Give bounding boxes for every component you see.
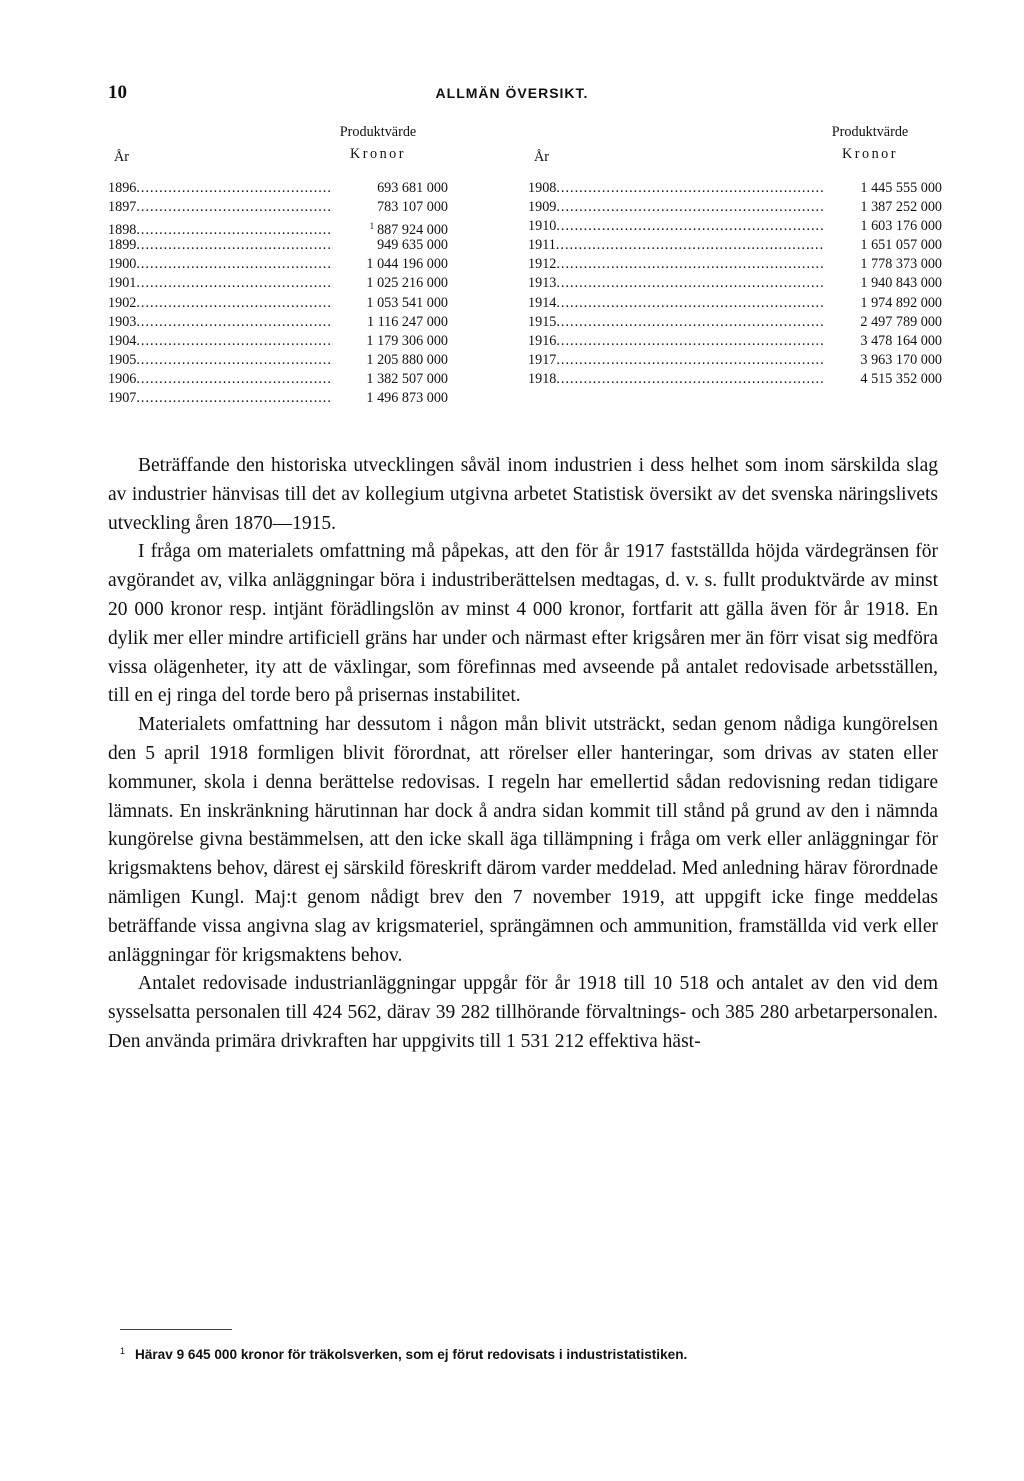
value-cell: [828, 179, 942, 198]
dot-leader: [556, 179, 825, 198]
table-row: [528, 313, 942, 332]
table-row: [528, 370, 942, 389]
year-cell: 1912: [528, 256, 557, 273]
page-number: 10: [108, 82, 127, 103]
table-row: [108, 198, 448, 217]
value-text: 1 940 843 000: [860, 275, 942, 292]
value-text: 693 681 000: [377, 180, 448, 196]
year-cell: 1899: [108, 237, 137, 254]
value-text: 1 025 216 000: [366, 275, 448, 292]
table-header: [528, 124, 942, 164]
dot-leader: [556, 370, 825, 389]
table-row: [528, 217, 942, 236]
dot-leader: [136, 179, 333, 198]
value-cell: [336, 198, 448, 217]
dot-leader: [136, 274, 333, 293]
year-cell: 1908: [528, 180, 557, 196]
column-header-kronor: Kronor: [350, 146, 406, 162]
value-cell: [336, 332, 448, 351]
dot-leader: [136, 351, 333, 370]
footnote-reference: 1: [369, 221, 375, 232]
year-cell: 1914: [528, 294, 557, 311]
table-row: [108, 294, 448, 313]
dot-leader: [136, 389, 333, 408]
value-text: 1 382 507 000: [366, 370, 448, 387]
value-cell: [828, 236, 942, 255]
table-body: [108, 179, 448, 408]
table-row: [108, 274, 448, 293]
table-row: [528, 332, 942, 351]
value-cell: [336, 236, 448, 255]
year-cell: 1907: [108, 390, 137, 407]
paragraph: Antalet redovisade industrianläggningar uppgår för år 1918 till 10 518 och antalet av den vid dem sysselsatta personalen till 424 562, därav 39 282 tillhörande förvaltnings- och 385 280 arbetarpersonalen. Den använda primära drivkraften har uppgivits till 1 531 212 effektiva häst-: [108, 973, 938, 1052]
table-row: [108, 255, 448, 274]
footnote: [120, 1346, 950, 1362]
column-header-year: År: [534, 149, 549, 165]
dot-leader: [556, 351, 825, 370]
table-row: [528, 255, 942, 274]
dot-leader: [136, 370, 333, 389]
table-row: [108, 370, 448, 389]
table-header: [108, 124, 448, 164]
page-header: [108, 82, 916, 106]
table-row: [108, 217, 448, 239]
dot-leader: [136, 198, 333, 217]
value-cell: [336, 313, 448, 332]
year-cell: 1897: [108, 199, 137, 216]
table-row: [528, 351, 942, 370]
table-row: [108, 332, 448, 351]
value-cell: [336, 294, 448, 313]
year-cell: 1903: [108, 313, 137, 330]
running-title: ALLMÄN ÖVERSIKT.: [435, 85, 589, 101]
year-cell: 1898: [108, 222, 137, 239]
value-text: 949 635 000: [377, 237, 448, 254]
value-text: 1 053 541 000: [366, 294, 448, 311]
footnote-rule: [120, 1329, 232, 1330]
dot-leader: [556, 255, 825, 274]
dot-leader: [136, 255, 333, 274]
year-cell: 1911: [528, 237, 556, 254]
value-text: 1 116 247 000: [366, 313, 448, 330]
production-value-table-right: [528, 124, 942, 389]
column-header-kronor: Kronor: [842, 146, 898, 162]
value-text: 2 497 789 000: [860, 313, 942, 330]
year-cell: 1900: [108, 256, 137, 273]
year-cell: 1901: [108, 275, 137, 292]
value-cell: [828, 332, 942, 351]
value-text: 1 179 306 000: [366, 332, 448, 349]
table-row: [108, 389, 448, 408]
value-cell: [336, 179, 448, 198]
value-text: 1 205 880 000: [366, 351, 448, 368]
footnote-mark: 1: [120, 1346, 126, 1356]
value-cell: [828, 351, 942, 370]
value-text: 1 044 196 000: [366, 256, 448, 273]
value-text: 1 496 873 000: [366, 390, 448, 407]
production-value-table-left: [108, 124, 448, 408]
column-header-produktvarde: Produktvärde: [831, 124, 909, 140]
value-text: 783 107 000: [377, 199, 448, 216]
year-cell: 1916: [528, 332, 557, 349]
value-cell: [828, 294, 942, 313]
dot-leader: [136, 294, 333, 313]
dot-leader: [136, 236, 333, 255]
value-cell: [828, 217, 942, 236]
dot-leader: [556, 198, 825, 217]
column-header-year: År: [114, 149, 129, 165]
year-cell: 1906: [108, 370, 137, 387]
value-text: 887 924 000: [377, 222, 448, 239]
table-row: [108, 313, 448, 332]
paragraph: Materialets omfattning har dessutom i någon mån blivit utsträckt, sedan genom nådiga kungörelsen den 5 april 1918 formligen blivit förordnat, att rörelser eller hanteringar, som drivas av staten eller kommuner, skola i denna berättelse redovisas. I regeln har emellertid sådan redovisning redan tidigare lämnats. En inskränkning härutinnan har dock å andra sidan kommit till stånd på grund av den i nämnda kungörelse givna bestämmelsen, att den icke skall äga tillämpning i fråga om verk eller anläggningar för krigsmaktens behov, därest ej särskild föreskrift därom varder meddelad. Med anledning härav förordnade nämligen Kungl. Maj:t genom nådigt brev den 7 november 1919, att uppgift icke finge meddelas beträffande vissa angivna slag av krigsmateriel, sprängämnen och ammunition, framställda vid verk eller anläggningar för krigsmaktens behov.: [108, 714, 938, 966]
table-row: [528, 294, 942, 313]
value-text: 1 387 252 000: [860, 199, 942, 216]
value-cell: [828, 313, 942, 332]
paragraph: I fråga om materialets omfattning må påpekas, att den för år 1917 fastställda höjda värdegränsen för avgörandet av, vilka anläggningar böra i industriberättelsen medtagas, d. v. s. fullt produktvärde av minst 20 000 kronor resp. intjänt förädlingslön av minst 4 000 kronor, fortfarit att gälla även för år 1918. En dylik mer eller mindre artificiell gräns har under och närmast efter krigsåren mer än förr visat sig medföra vissa olägenheter, ity att de växlingar, som förefinnas med avseende på antalet redovisade arbetsställen, till en ej ringa del torde bero på prisernas instabilitet.: [108, 541, 938, 707]
table-body: [528, 179, 942, 389]
value-cell: [828, 198, 942, 217]
year-cell: 1915: [528, 313, 557, 330]
value-cell: [336, 255, 448, 274]
year-cell: 1902: [108, 294, 137, 311]
table-row: [108, 351, 448, 370]
value-cell: [336, 274, 448, 293]
value-cell: [828, 255, 942, 274]
year-cell: 1904: [108, 332, 137, 349]
dot-leader: [556, 217, 825, 236]
value-text: 1 974 892 000: [860, 294, 942, 311]
table-row: [528, 198, 942, 217]
table-row: [108, 179, 448, 198]
table-row: [528, 274, 942, 293]
footnote-text: Härav 9 645 000 kronor för träkolsverken, som ej förut redovisats i industristatistiken.: [135, 1347, 688, 1362]
year-cell: 1913: [528, 275, 557, 292]
year-cell: 1918: [528, 370, 557, 387]
value-cell: [828, 370, 942, 389]
value-text: 1 445 555 000: [860, 180, 942, 196]
year-cell: 1917: [528, 351, 557, 368]
dot-leader: [556, 236, 825, 255]
value-text: 1 778 373 000: [860, 256, 942, 273]
value-cell: [336, 370, 448, 389]
value-text: 4 515 352 000: [860, 370, 942, 387]
value-text: 3 478 164 000: [860, 332, 942, 349]
dot-leader: [556, 274, 825, 293]
body-text: [108, 452, 938, 1057]
dot-leader: [136, 332, 333, 351]
dot-leader: [556, 313, 825, 332]
table-row: [528, 179, 942, 198]
dot-leader: [556, 332, 825, 351]
column-header-produktvarde: Produktvärde: [339, 124, 417, 140]
value-text: 3 963 170 000: [860, 351, 942, 368]
table-row: [528, 236, 942, 255]
value-text: 1 651 057 000: [860, 237, 942, 254]
year-cell: 1896: [108, 180, 137, 196]
table-row: [108, 236, 448, 255]
dot-leader: [556, 294, 825, 313]
paragraph: Beträffande den historiska utvecklingen såväl inom industrien i dess helhet som inom särskilda slag av industrier hänvisas till det av kollegium utgivna arbetet Statistisk översikt av det svenska näringslivets utveckling åren 1870—1915.: [108, 455, 938, 534]
value-text: 1 603 176 000: [860, 218, 942, 235]
year-cell: 1909: [528, 199, 557, 216]
dot-leader: [136, 313, 333, 332]
value-cell: [336, 351, 448, 370]
year-cell: 1905: [108, 351, 137, 368]
value-cell: [828, 274, 942, 293]
value-cell: [336, 389, 448, 408]
year-cell: 1910: [528, 218, 557, 235]
